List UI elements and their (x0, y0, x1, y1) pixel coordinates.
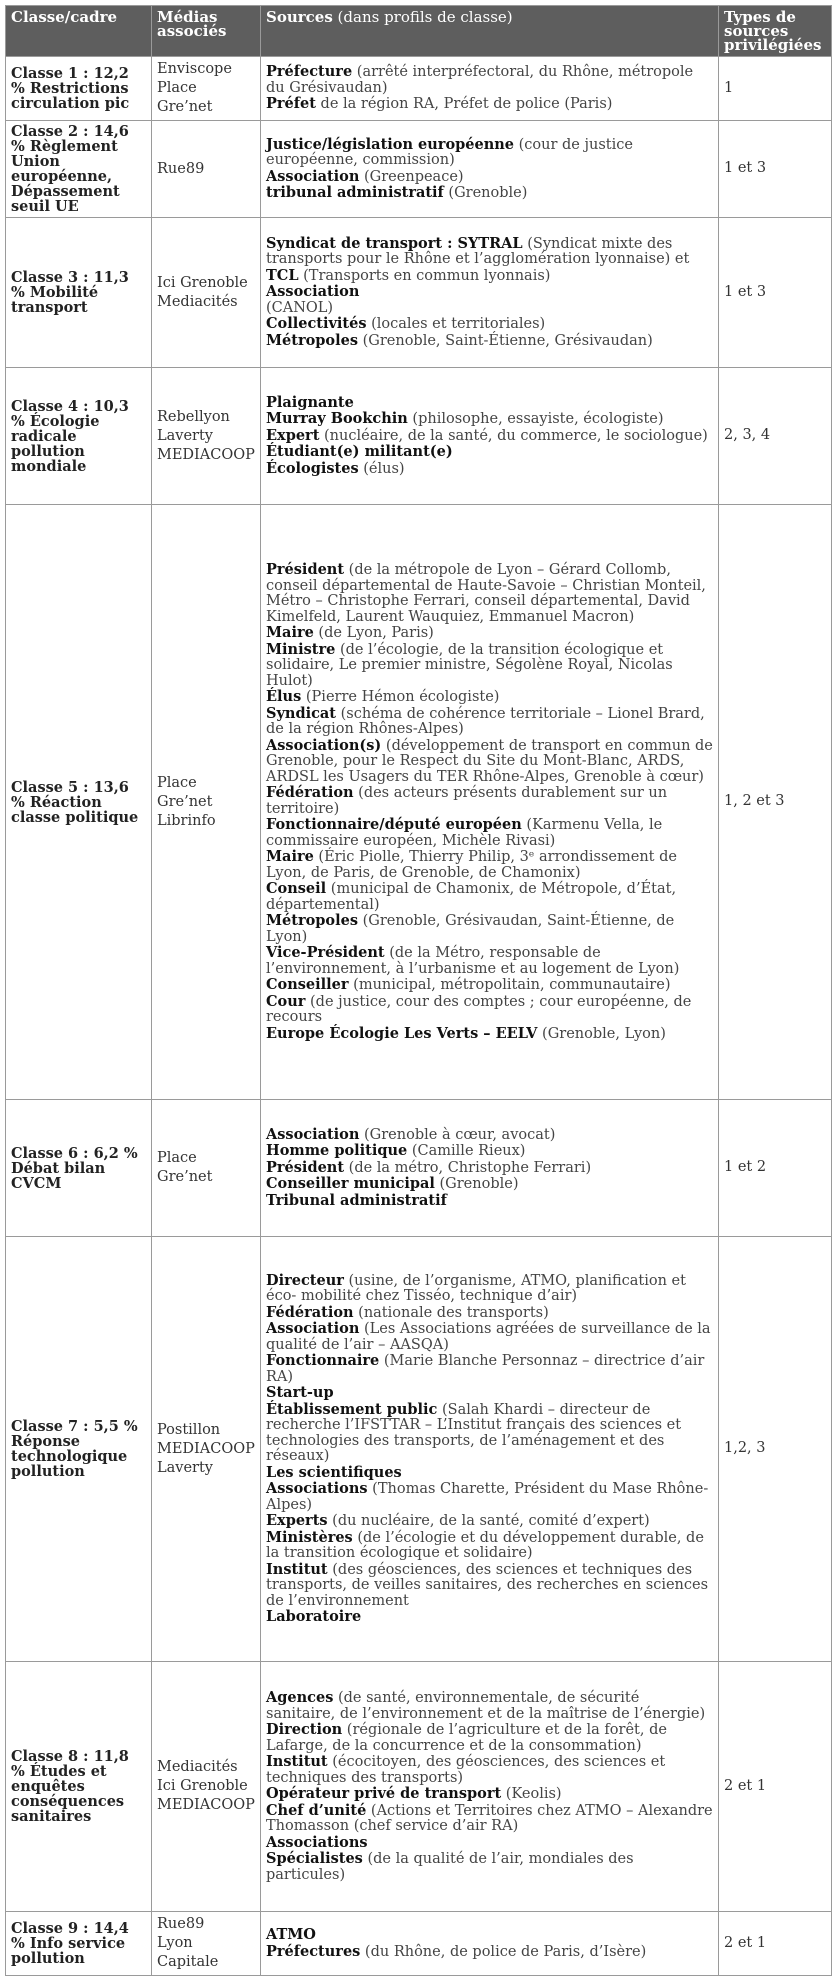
source-label: Association (266, 1125, 360, 1143)
source-label: Les scientifiques (266, 1463, 402, 1481)
source-label: Ministères (266, 1528, 353, 1546)
source-detail: (nucléaire, de la santé, du commerce, le sociologue) (319, 427, 708, 444)
source-label: Association (266, 167, 360, 185)
source-detail: (cour de justice européenne, commission) (266, 136, 633, 168)
source-detail: (de la métro, Christophe Ferrari) (344, 1159, 592, 1176)
source-item (266, 977, 713, 994)
class-cell: Classe 9 : 14,4 % Info service pollution (6, 1912, 152, 1976)
table-row (6, 368, 832, 505)
source-detail: (usine, de l’organisme, ATMO, planification et éco- mobilité chez Tisséo, technique d’air) (266, 1272, 686, 1304)
source-label: Murray Bookchin (266, 410, 408, 428)
source-item (266, 1353, 713, 1385)
source-item (266, 1385, 713, 1402)
source-label: Direction (266, 1721, 343, 1738)
table-row (6, 505, 832, 1100)
source-detail: (Marie Blanche Personnaz – directrice d’air RA) (266, 1353, 705, 1385)
source-detail: (de l’écologie, de la transition écologique et solidaire, Le premier ministre, Ségolène Royal, Nicolas Hulot) (266, 641, 673, 689)
source-label: Fédération (266, 1303, 354, 1321)
sources-cell (261, 505, 719, 1100)
media-name: Mediacités (157, 1759, 238, 1775)
source-label: Collectivités (266, 315, 367, 333)
source-label: Spécialistes (266, 1850, 363, 1867)
source-label: Association (266, 283, 360, 301)
source-label: Fédération (266, 784, 354, 801)
header-types: Types de sources privilégiées (719, 6, 832, 57)
source-label: Associations (266, 1833, 368, 1851)
media-name: Gre’net (157, 793, 213, 810)
source-detail: (Grenoble, Grésivaudan, Saint-Étienne, de Lyon) (266, 913, 675, 945)
source-detail: (Actions et Territoires chez ATMO – Alexandre Thomasson (chef service d’air RA) (266, 1802, 713, 1834)
source-label: Étudiant(e) militant(e) (266, 443, 453, 461)
source-label: Agences (266, 1689, 334, 1706)
source-item (266, 301, 713, 317)
source-detail: (des géosciences, des sciences et techniques des transports, de veilles sanitaires, des recherches en sciences de l’environnement (266, 1561, 709, 1609)
source-label: Syndicat de transport : SYTRAL (266, 234, 523, 252)
source-detail: (développement de transport en commun de Grenoble, pour le Respect du Site du Mont-Blanc, ARDS, ARDSL les Usagers du TER Rhône-Alpes, Grenoble à cœur) (266, 737, 713, 785)
source-detail: (Grenoble, Saint-Étienne, Grésivaudan) (358, 332, 653, 349)
source-detail: (de santé, environnementale, de sécurité sanitaire, de l’environnement et de la maîtrise de l’énergie) (266, 1690, 706, 1722)
header-classe: Classe/cadre (6, 6, 152, 57)
sources-cell (261, 1100, 719, 1237)
source-item (266, 1851, 713, 1883)
class-cell: Classe 8 : 11,8 % Études et enquêtes conséquences sanitaires (6, 1662, 152, 1912)
source-detail: (nationale des transports) (353, 1304, 549, 1321)
medias-cell (152, 121, 261, 218)
source-item (266, 1690, 713, 1722)
sources-table (5, 5, 832, 1976)
source-detail: (Keolis) (501, 1786, 562, 1802)
table-header-row (6, 6, 832, 57)
source-label: Tribunal administratif (266, 1191, 447, 1209)
sources-cell (261, 1237, 719, 1662)
source-item (266, 913, 713, 945)
media-name: Mediacités (157, 293, 238, 310)
source-detail: (CANOL) (266, 299, 334, 316)
class-cell: Classe 6 : 6,2 % Débat bilan CVCM (6, 1100, 152, 1237)
source-detail: (du Rhône, de police de Paris, d’Isère) (360, 1943, 647, 1960)
source-item (266, 1321, 713, 1353)
source-item (266, 1176, 713, 1193)
source-label: Préfectures (266, 1942, 361, 1960)
source-label: Établissement public (266, 1400, 438, 1418)
types-cell: 1 et 2 (719, 1100, 832, 1237)
source-label: Élus (266, 688, 302, 705)
source-item (266, 625, 713, 642)
source-label: Métropoles (266, 912, 358, 929)
source-detail: (du nucléaire, de la santé, comité d’expert) (327, 1513, 650, 1529)
types-cell: 2 et 1 (719, 1662, 832, 1912)
source-item (266, 785, 713, 817)
table-row (6, 1912, 832, 1976)
source-label: Maire (266, 848, 314, 865)
table-row (6, 218, 832, 368)
source-label: Ministre (266, 640, 336, 658)
source-item (266, 1160, 713, 1177)
source-item (266, 1273, 713, 1305)
source-item (266, 185, 713, 202)
source-detail: (de la qualité de l’air, mondiales des particules) (266, 1851, 634, 1883)
source-detail: (des acteurs présents durablement sur un territoire) (266, 785, 668, 817)
header-sources-bold: Sources (266, 8, 333, 26)
source-label: ATMO (266, 1926, 316, 1943)
source-label: Fonctionnaire/député européen (266, 816, 522, 833)
table-row (6, 121, 832, 218)
source-detail: (de justice, cour des comptes ; cour européenne, de recours (266, 993, 692, 1025)
source-label: Président (266, 1158, 345, 1176)
medias-cell (152, 368, 261, 505)
source-item (266, 1193, 713, 1210)
class-cell: Classe 7 : 5,5 % Réponse technologique pollution (6, 1237, 152, 1662)
source-label: Associations (266, 1480, 368, 1497)
source-detail: (Karmenu Vella, le commissaire européen, Michèle Rivasi) (266, 817, 663, 849)
source-detail: (Grenoble à cœur, avocat) (359, 1126, 556, 1143)
types-cell: 1 (719, 57, 832, 121)
media-name: Place (157, 1150, 197, 1166)
source-item (266, 994, 713, 1026)
class-cell: Classe 4 : 10,3 % Écologie radicale pollution mondiale (6, 368, 152, 505)
source-item (266, 1513, 713, 1530)
source-item (266, 849, 713, 881)
table-row (6, 1100, 832, 1237)
source-label: Laboratoire (266, 1608, 362, 1625)
source-detail: (Transports en commun lyonnais) (298, 267, 551, 284)
table-body (6, 57, 832, 1976)
source-label: Préfet (266, 95, 316, 113)
source-item (266, 1944, 713, 1961)
media-name: Gre’net (157, 1169, 213, 1185)
media-name: Capitale (157, 1954, 219, 1970)
source-detail: (arrêté interpréfectoral, du Rhône, métropole du Grésivaudan) (266, 64, 694, 96)
types-cell: 2 et 1 (719, 1912, 832, 1976)
source-label: Association(s) (266, 736, 382, 754)
source-item (266, 316, 713, 333)
source-item (266, 1562, 713, 1610)
media-name: MEDIACOOP (157, 1440, 255, 1457)
source-item (266, 444, 713, 461)
source-label: tribunal administratif (266, 184, 444, 201)
sources-cell (261, 121, 719, 218)
source-item (266, 1465, 713, 1482)
medias-cell (152, 505, 261, 1100)
types-cell: 1 et 3 (719, 121, 832, 218)
media-name: Laverty (157, 1459, 213, 1476)
source-item (266, 1927, 713, 1944)
source-label: Métropoles (266, 331, 358, 349)
media-name: Ici Grenoble (157, 1778, 248, 1794)
source-detail: (Pierre Hémon écologiste) (301, 689, 500, 705)
source-label: Institut (266, 1753, 328, 1770)
source-item (266, 169, 713, 186)
source-label: Préfecture (266, 63, 353, 81)
source-detail: (Salah Khardi – directeur de recherche l’IFSTTAR – L’Institut français des sciences et technologies des transports, de l’aménagement et des réseaux) (266, 1401, 682, 1464)
class-cell: Classe 1 : 12,2 % Restrictions circulation pic (6, 57, 152, 121)
source-detail: (Greenpeace) (359, 168, 464, 185)
source-item (266, 284, 713, 301)
media-name: Ici Grenoble (157, 274, 248, 291)
sources-cell (261, 1662, 719, 1912)
source-item (266, 395, 713, 412)
source-label: Écologistes (266, 459, 359, 477)
medias-cell (152, 1237, 261, 1662)
medias-cell (152, 1662, 261, 1912)
source-label: Chef d’unité (266, 1801, 367, 1819)
source-item (266, 268, 713, 285)
source-item (266, 642, 713, 690)
source-item (266, 1402, 713, 1465)
media-name: Place Gre’net (157, 80, 213, 115)
source-detail: (de l’écologie et du développement durable, de la transition écologique et solidaire) (266, 1529, 704, 1561)
source-item (266, 817, 713, 849)
class-cell: Classe 5 : 13,6 % Réaction classe politique (6, 505, 152, 1100)
source-item (266, 1481, 713, 1513)
source-item (266, 137, 713, 169)
source-detail: (Les Associations agréées de surveillance de la qualité de l’air – AASQA) (266, 1321, 711, 1353)
types-cell: 1,2, 3 (719, 1237, 832, 1662)
source-label: Homme politique (266, 1142, 408, 1160)
class-cell: Classe 2 : 14,6 % Règlement Union européenne, Dépassement seuil UE (6, 121, 152, 218)
source-item (266, 428, 713, 445)
source-detail: (Thomas Charette, Président du Mase Rhône-Alpes) (266, 1481, 709, 1513)
source-detail: (Grenoble, Lyon) (537, 1025, 666, 1042)
table-row (6, 1237, 832, 1662)
media-name: Enviscope (157, 61, 232, 77)
media-name: MEDIACOOP (157, 1797, 255, 1813)
table-row (6, 57, 832, 121)
media-name: Postillon (157, 1421, 221, 1438)
source-detail: (locales et territoriales) (366, 316, 546, 333)
source-detail: (écocitoyen, des géosciences, des sciences et techniques des transports) (266, 1754, 666, 1786)
source-item (266, 689, 713, 706)
source-label: Conseil (266, 880, 327, 897)
source-item (266, 1143, 713, 1160)
media-name: MEDIACOOP (157, 446, 255, 463)
source-label: Experts (266, 1512, 328, 1529)
source-item (266, 333, 713, 350)
medias-cell (152, 57, 261, 121)
medias-cell (152, 1100, 261, 1237)
source-item (266, 1754, 713, 1786)
class-cell: Classe 3 : 11,3 % Mobilité transport (6, 218, 152, 368)
source-detail: (Grenoble) (434, 1176, 519, 1193)
source-label: Président (266, 561, 345, 578)
source-item (266, 1835, 713, 1852)
types-cell: 1 et 3 (719, 218, 832, 368)
source-label: Association (266, 1320, 360, 1337)
source-item (266, 738, 713, 786)
media-name: Rebellyon (157, 408, 230, 425)
source-item (266, 562, 713, 625)
source-item (266, 236, 713, 268)
source-item (266, 1530, 713, 1562)
source-item (266, 1803, 713, 1835)
source-detail: (philosophe, essayiste, écologiste) (407, 411, 664, 428)
source-label: Start-up (266, 1384, 334, 1401)
sources-cell (261, 218, 719, 368)
source-item (266, 461, 713, 478)
source-detail: (régionale de l’agriculture et de la forêt, de Lafarge, de la concurrence et de la consommation) (266, 1722, 667, 1754)
source-label: Institut (266, 1560, 328, 1578)
source-label: Plaignante (266, 393, 354, 411)
source-label: Expert (266, 426, 320, 444)
media-name: Librinfo (157, 812, 216, 829)
source-label: Opérateur privé de transport (266, 1785, 502, 1802)
sources-cell (261, 368, 719, 505)
source-detail: (Syndicat mixte des transports pour le Rhône et l’agglomération lyonnaise) et (266, 235, 690, 268)
source-detail: (de Lyon, Paris) (313, 625, 434, 641)
source-label: Vice-Président (266, 944, 385, 961)
source-detail: (de la métropole de Lyon – Gérard Collomb, conseil départemental de Haute-Savoie – Christian Monteil, Métro – Christophe Ferrari, conseil départemental, David Kimelfeld, Laurent Wauquiez, Emmanuel Macron) (266, 562, 706, 625)
source-item (266, 945, 713, 977)
source-item (266, 1026, 713, 1043)
source-detail: (élus) (358, 460, 405, 477)
source-label: Cour (266, 992, 306, 1010)
table-row (6, 1662, 832, 1912)
header-sources-note: (dans profils de classe) (332, 8, 513, 26)
source-detail: (municipal de Chamonix, de Métropole, d’État, départemental) (266, 881, 677, 913)
types-cell: 1, 2 et 3 (719, 505, 832, 1100)
media-name: Rue89 (157, 160, 205, 177)
source-detail: (Éric Piolle, Thierry Philip, 3ᵉ arrondissement de Lyon, de Paris, de Grenoble, de Chamonix) (266, 849, 677, 881)
medias-cell (152, 218, 261, 368)
header-sources (261, 6, 719, 57)
source-label: Europe Écologie Les Verts – EELV (266, 1024, 538, 1042)
sources-cell (261, 1912, 719, 1976)
source-item (266, 706, 713, 738)
sources-cell (261, 57, 719, 121)
medias-cell (152, 1912, 261, 1976)
source-item (266, 881, 713, 913)
header-medias: Médias associés (152, 6, 261, 57)
media-name: Place (157, 774, 197, 791)
source-item (266, 64, 713, 96)
source-label: Fonctionnaire (266, 1352, 380, 1369)
source-item (266, 411, 713, 428)
source-label: TCL (266, 266, 299, 284)
source-item (266, 1305, 713, 1322)
source-item (266, 1609, 713, 1626)
source-label: Conseiller (266, 976, 349, 993)
source-detail: (schéma de cohérence territoriale – Lionel Brard, de la région Rhônes-Alpes) (266, 705, 705, 737)
types-cell: 2, 3, 4 (719, 368, 832, 505)
source-detail: de la région RA, Préfet de police (Paris) (315, 96, 613, 113)
source-detail: (Camille Rieux) (407, 1143, 526, 1160)
source-item (266, 1786, 713, 1803)
media-name: Rue89 (157, 1916, 205, 1932)
media-name: Laverty (157, 427, 213, 444)
source-label: Justice/législation européenne (266, 135, 515, 153)
source-detail: (Grenoble) (443, 185, 528, 201)
source-label: Maire (266, 624, 314, 641)
source-item (266, 96, 713, 113)
source-label: Conseiller municipal (266, 1175, 435, 1193)
source-item (266, 1127, 713, 1144)
media-name: Lyon (157, 1935, 193, 1951)
source-detail: (municipal, métropolitain, communautaire) (348, 977, 671, 993)
source-label: Syndicat (266, 704, 337, 722)
source-item (266, 1722, 713, 1754)
source-label: Directeur (266, 1271, 344, 1289)
source-detail: (de la Métro, responsable de l’environnement, à l’urbanisme et au logement de Lyon) (266, 945, 680, 977)
